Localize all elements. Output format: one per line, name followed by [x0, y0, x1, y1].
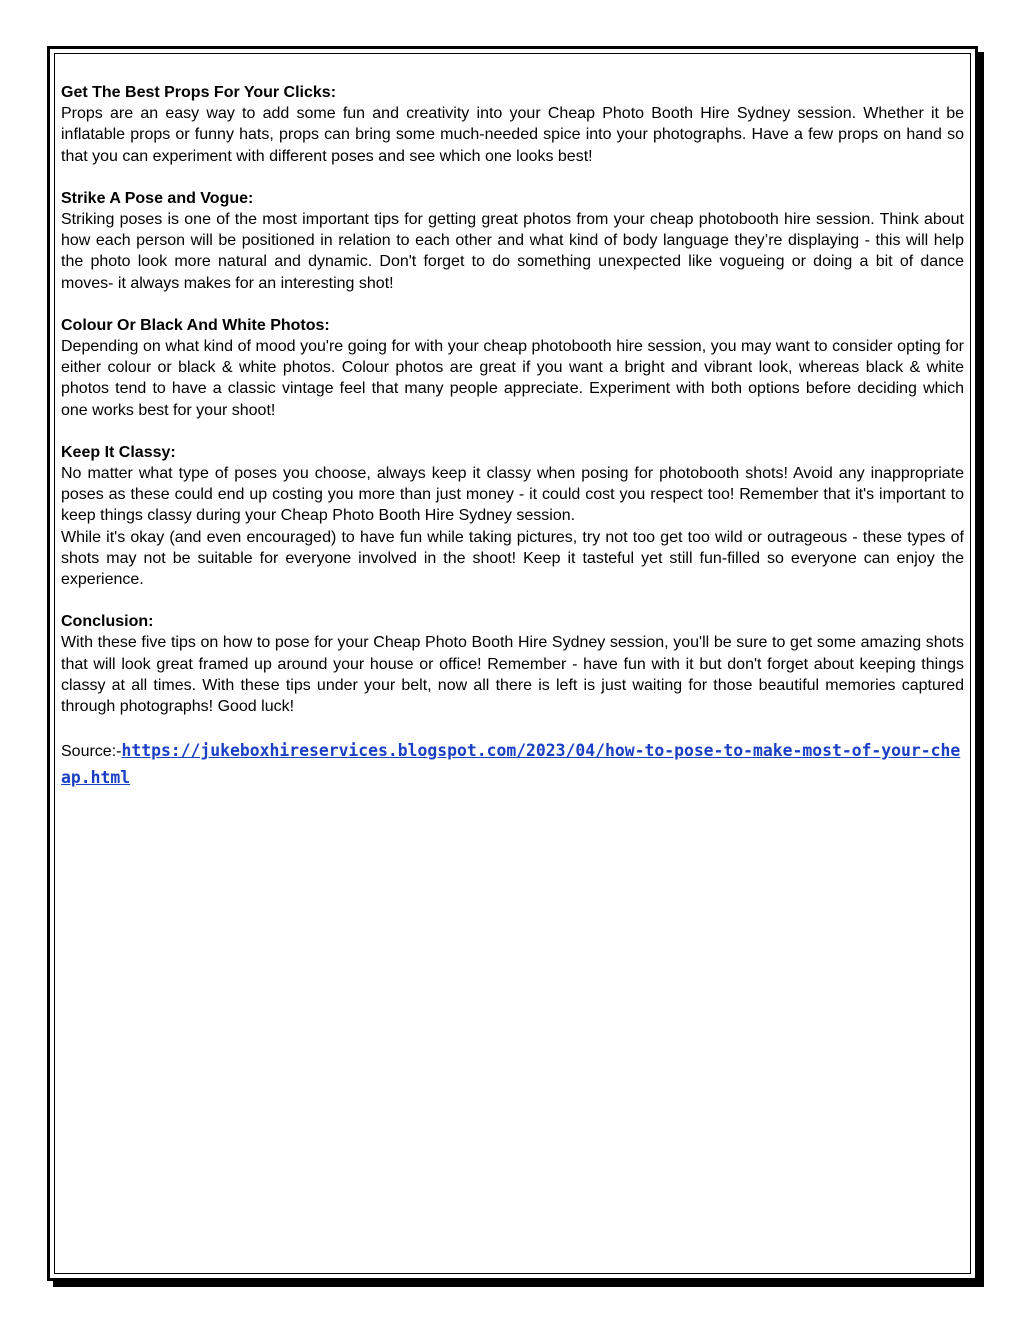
source-label: Source:-: [61, 743, 122, 761]
section-paragraph: No matter what type of poses you choose, always keep it classy when posing for photobooth shots! Avoid any inappropriate poses as these could end up costing you more than just money - it could cost you respect too! Remember that it's important to keep things classy during your Cheap Photo Booth Hire Sydney session.: [61, 465, 964, 525]
section-heading: Colour Or Black And White Photos:: [61, 316, 330, 334]
section-heading: Keep It Classy:: [61, 443, 176, 461]
section-paragraph: Striking poses is one of the most important tips for getting great photos from your cheap photobooth hire session. Think about how each person will be positioned in relation to each other and what kind of body language they’re displaying - this will help the photo look more natural and dynamic. Don't forget to do something unexpected like vogueing or doing a bit of dance moves- it always makes for an interesting shot!: [61, 211, 964, 292]
section-paragraph: With these five tips on how to pose for your Cheap Photo Booth Hire Sydney session, you'll be sure to get some amazing shots that will look great framed up around your house or office! Remember - have fun with it but don't forget about keeping things classy at all times. With these tips under your belt, now all there is left is just waiting for those beautiful memories captured through photographs! Good luck!: [61, 634, 964, 716]
document-body: [61, 82, 964, 792]
source-link[interactable]: https://jukeboxhireservices.blogspot.com/2023/04/how-to-pose-to-make-most-of-your-cheap.html: [61, 741, 961, 788]
section-heading: Get The Best Props For Your Clicks:: [61, 84, 337, 101]
section-props: [61, 82, 964, 167]
section-paragraph: Depending on what kind of mood you're going for with your cheap photobooth hire session, you may want to consider opting for either colour or black & white photos. Colour photos are great if you want a bright and vibrant look, whereas black & white photos tend to have a classic vintage feel that many people appreciate. Experiment with both options before deciding which one works best for your shoot!: [61, 338, 964, 419]
section-heading: Strike A Pose and Vogue:: [61, 189, 254, 207]
section-pose: [61, 188, 964, 294]
section-paragraph: Props are an easy way to add some fun and creativity into your Cheap Photo Booth Hire Sydney session. Whether it be inflatable props or funny hats, props can bring some much-needed spice into your photographs. Have a few props on hand so that you can experiment with different poses and see which one looks best!: [61, 105, 964, 165]
section-paragraph: While it's okay (and even encouraged) to have fun while taking pictures, try not too get too wild or outrageous - these types of shots may not be suitable for everyone involved in the shoot! Keep it tasteful yet still fun-filled so everyone can enjoy the experience.: [61, 528, 964, 589]
section-classy: [61, 442, 964, 590]
section-colour: [61, 315, 964, 421]
source-line: [61, 738, 964, 792]
section-heading: Conclusion:: [61, 613, 154, 631]
section-conclusion: [61, 611, 964, 717]
